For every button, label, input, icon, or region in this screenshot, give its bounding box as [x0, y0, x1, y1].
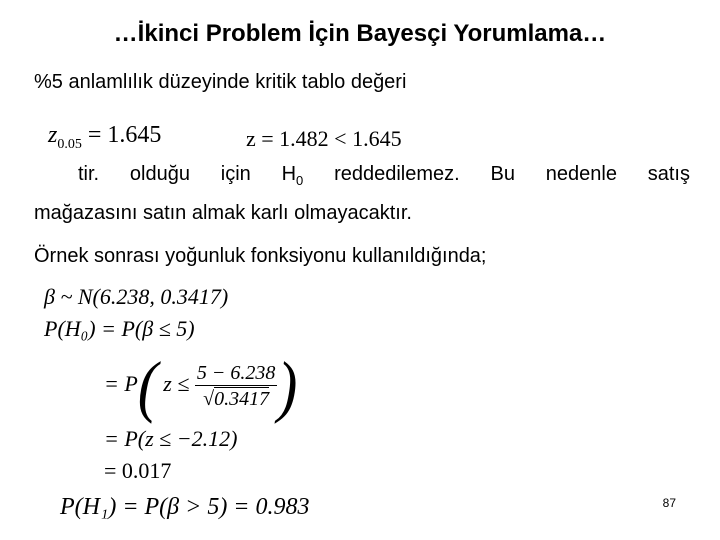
- h0-subscript: 0: [296, 173, 304, 188]
- word: satış: [647, 163, 690, 185]
- h0-letter: H: [281, 163, 297, 185]
- intro-text: %5 anlamlılık düzeyinde kritik tablo değeri: [34, 71, 407, 93]
- right-paren: ): [277, 348, 298, 424]
- h0-term: [282, 158, 304, 197]
- slide-title: …İkinci Problem İçin Bayesçi Yorumlama…: [113, 20, 607, 47]
- prefix: = P: [104, 371, 138, 397]
- probability-h0: P(H₀) = P(β ≤ 5): [44, 316, 195, 341]
- z-symbol: z: [48, 122, 58, 148]
- fraction-numerator: 5 − 6.238: [196, 361, 276, 384]
- left-paren: (: [137, 348, 158, 424]
- page-number: 87: [662, 496, 676, 510]
- conclusion-paragraph: [34, 158, 690, 229]
- sqrt-value: 0.3417: [214, 387, 270, 410]
- critical-value-rhs: = 1.645: [87, 122, 162, 148]
- z-inequality: z ≤: [163, 371, 190, 397]
- word: reddedilemez.: [334, 163, 460, 185]
- z-subscript: 0.05: [57, 137, 82, 152]
- conclusion-line-2: mağazasını satın almak karlı olmayacaktır.: [34, 202, 412, 224]
- probability-h1: P(H₁) = P(β > 5) = 0.983: [60, 494, 310, 520]
- word: tir.: [78, 163, 100, 185]
- standardized-probability: [104, 348, 298, 424]
- probability-result: = 0.017: [104, 458, 172, 483]
- word: olduğu: [129, 163, 190, 185]
- fraction: [195, 362, 278, 411]
- sqrt-symbol: √: [203, 387, 215, 410]
- z-probability: = P(z ≤ −2.12): [104, 426, 238, 451]
- word: için: [220, 163, 251, 185]
- comparison-equation: z = 1.482 < 1.645: [246, 126, 402, 151]
- word: Bu: [490, 163, 515, 185]
- conclusion-line-1: [34, 158, 690, 197]
- posterior-intro-text: Örnek sonrası yoğunluk fonksiyonu kullanıldığında;: [34, 245, 487, 267]
- posterior-distribution: β ~ N(6.238, 0.3417): [44, 284, 229, 309]
- fraction-denominator: [195, 386, 278, 411]
- word: nedenle: [545, 163, 617, 185]
- critical-value-equation: [48, 122, 161, 153]
